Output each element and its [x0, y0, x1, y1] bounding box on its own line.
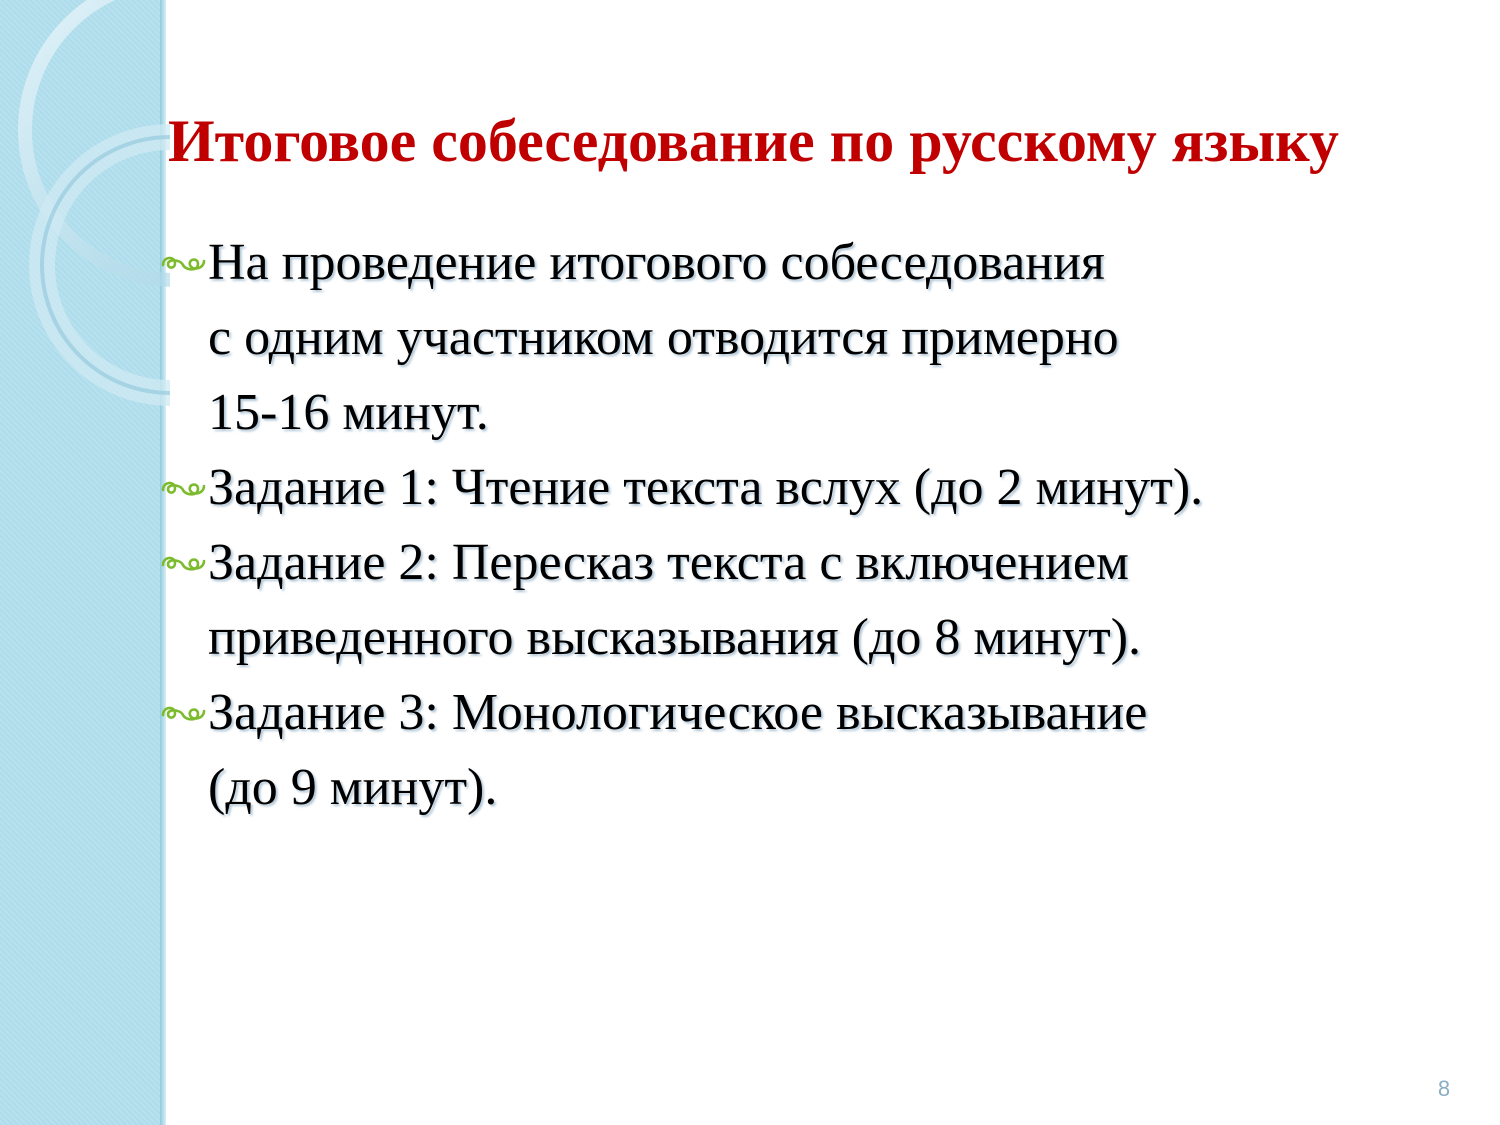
bullet-line: Задание 3: Монологическое высказывание	[208, 684, 1148, 741]
bullet-line: Задание 1: Чтение текста вслух (до 2 минут).	[208, 459, 1204, 516]
bullet-item	[160, 525, 1460, 675]
bullet-item	[160, 225, 1460, 450]
bullet-line: Задание 2: Пересказ текста с включением	[208, 534, 1129, 591]
bullet-item	[160, 450, 1460, 525]
swirl-bullet-icon	[160, 478, 206, 500]
bullet-line: (до 9 минут).	[208, 759, 498, 816]
bullet-item	[160, 675, 1460, 825]
bullet-line: На проведение итогового собеседования	[208, 234, 1105, 291]
page-number: 8	[1437, 1076, 1451, 1101]
swirl-bullet-icon	[160, 703, 206, 725]
bullet-line: приведенного высказывания (до 8 минут).	[208, 609, 1142, 666]
swirl-bullet-icon	[160, 253, 206, 275]
bullet-list	[160, 225, 1460, 825]
bullet-line: с одним участником отводится примерно	[208, 309, 1119, 366]
swirl-bullet-icon	[160, 553, 206, 575]
slide-title: Итоговое собеседование по русскому языку	[168, 108, 1339, 174]
circle-decoration-icon	[0, 0, 170, 420]
bullet-line: 15-16 минут.	[208, 384, 489, 441]
